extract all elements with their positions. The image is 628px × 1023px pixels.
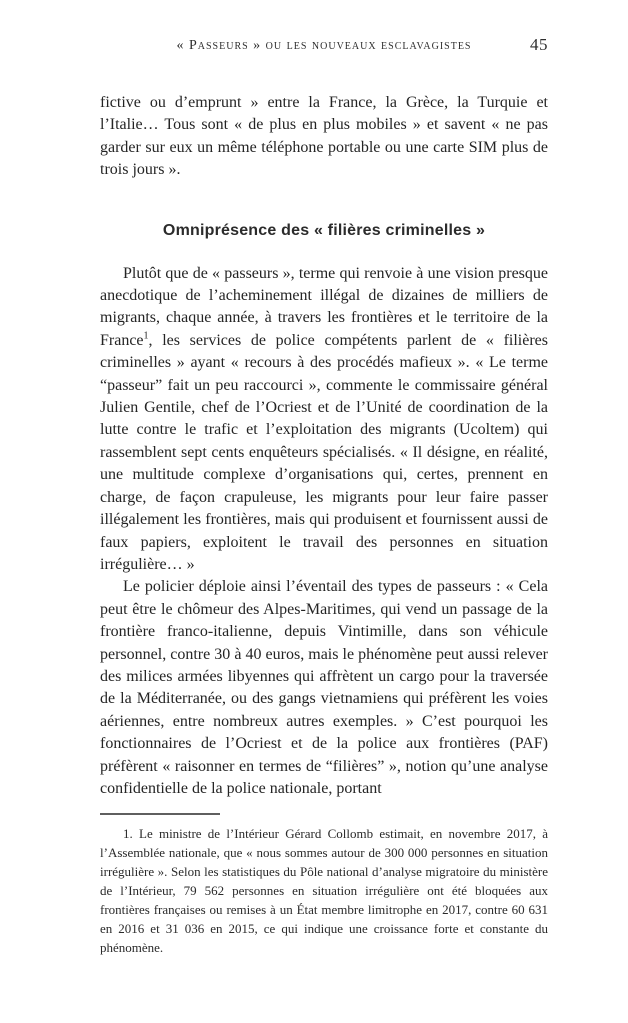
footnote-area bbox=[100, 813, 548, 957]
paragraph-types-de-passeurs: Le policier déploie ainsi l’éventail des types de passeurs : « Cela peut être le chômeur des Alpes-Maritimes, qui vend un passage de la frontière franco-italienne, depuis Vintimille, dans son véhicule personnel, contre 30 à 40 euros, mais le phénomène peut aussi relever des milices armées libyennes qui affrètent un cargo pour la traversée de la Méditerranée, ou des gangs vietnamiens qui préfèrent les voies aériennes, entre nombreux autres exemples. » C’est pourquoi les fonctionnaires de l’Ocriest et de la police aux frontières (PAF) préfèrent « raisonner en termes de “filières” », notion qu’une analyse confidentielle de la police nationale, portant bbox=[100, 578, 548, 797]
section-heading: Omniprésence des « filières criminelles » bbox=[162, 221, 486, 239]
page-number: 45 bbox=[530, 35, 548, 54]
footnote bbox=[100, 824, 548, 957]
page-content bbox=[100, 92, 548, 957]
page-header bbox=[100, 35, 548, 60]
paragraph-continuation: fictive ou d’emprunt » entre la France, la Grèce, la Turquie et l’Italie… Tous sont « de plus en plus mobiles » et savent « ne pas garder sur eux un même téléphone portable ou une carte SIM plus de trois jours ». bbox=[100, 94, 548, 179]
footnote-text: Le ministre de l’Intérieur Gérard Collomb estimait, en novembre 2017, à l’Assemblée nationale, que « nous sommes autour de 300 000 personnes en situation irrégulière ». Selon les statistiques du Pôle national d’analyse migratoire du ministère de l’Intérieur, 79 562 personnes en situation irrégulière ont été bloquées aux frontières françaises ou remises à un État membre limitrophe en 2017, contre 60 631 en 2016 et 31 036 en 2015, ce qui indique une croissance forte et constante du phénomène. bbox=[100, 826, 548, 956]
footnote-reference: 1 bbox=[143, 330, 149, 342]
paragraph-filieres-criminelles bbox=[100, 263, 548, 577]
paragraph-text-after-note: , les services de police compétents parlent de « filières criminelles » ayant « recours à des procédés mafieux ». « Le terme “passeur” fait un peu raccourci », commente le commissaire général Julien Gentile, chef de l’Ocriest et de l’Unité de coordination de la lutte contre le trafic et l’exploitation des migrants (Ucoltem) qui rassemblent sept cents enquêteurs spécialisés. « Il désigne, en réalité, une multitude complexe d’organisations qui, certes, prennent en charge, de façon crapuleuse, les migrants pour leur faire passer illégalement les frontières, mais qui produisent et fournissent aussi de faux papiers, exploitent le travail des personnes en situation irrégulière… » bbox=[100, 331, 548, 573]
footnote-separator-rule bbox=[100, 813, 220, 815]
footnote-number: 1. bbox=[123, 826, 133, 842]
running-title: « Passeurs » ou les nouveaux esclavagistes bbox=[176, 38, 472, 53]
paragraph-text-before-note: Plutôt que de « passeurs », terme qui renvoie à une vision presque anecdotique de l’acheminement illégal de dizaines de milliers de migrants, chaque année, à travers les frontières et le territoire de la France bbox=[100, 264, 548, 349]
